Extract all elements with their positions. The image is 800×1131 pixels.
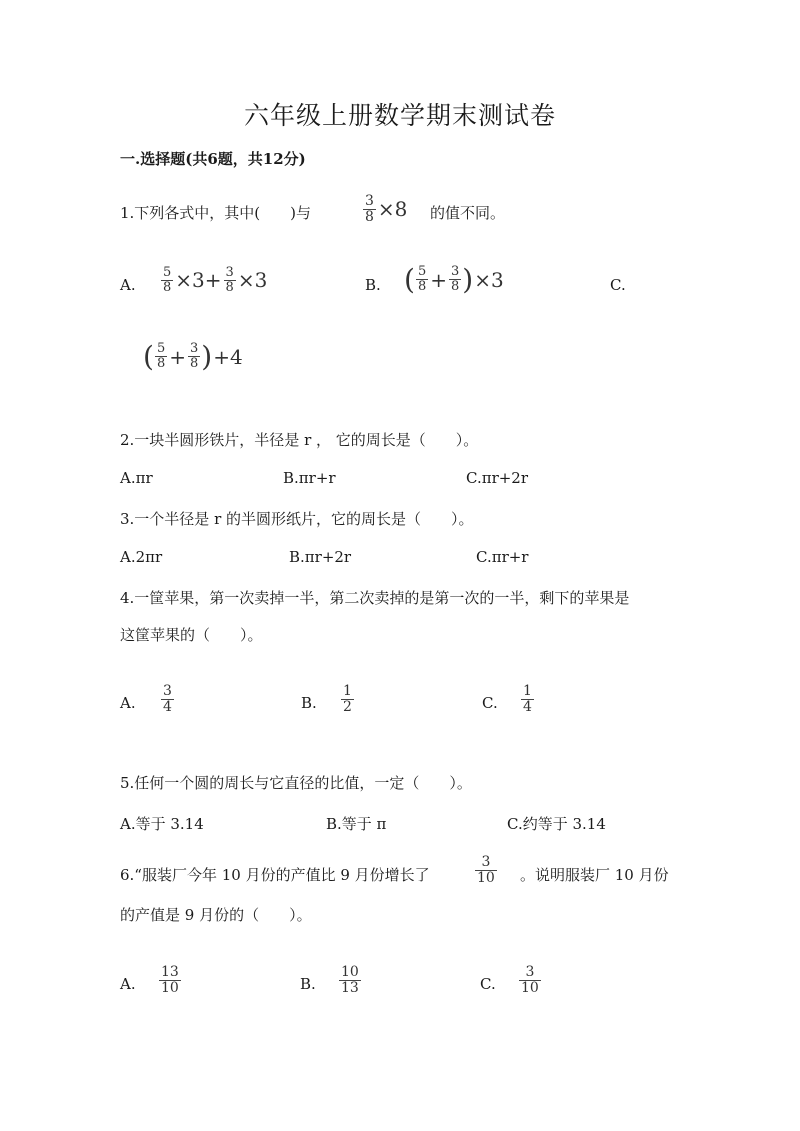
question-1-text-after: 的值不同。 xyxy=(430,204,506,222)
section-heading: 一.选择题(共6题，共12分) xyxy=(120,150,306,168)
q5-option-b: B.等于 π xyxy=(326,815,387,833)
q4-option-a-label: A. xyxy=(120,694,136,712)
q5-option-a: A.等于 3.14 xyxy=(120,815,204,833)
question-1-text: 1.下列各式中，其中( )与 xyxy=(120,204,312,222)
question-5-text: 5.任何一个圆的周长与它直径的比值，一定（ ）。 xyxy=(120,774,472,792)
question-1-expression: $\frac{3}{8}$ ×8 xyxy=(365,193,408,225)
question-4-line-2: 这筐苹果的（ ）。 xyxy=(120,626,263,644)
q1-option-a-label: A. xyxy=(120,276,136,294)
q3-option-a: A.2πr xyxy=(120,548,163,566)
question-6-fraction: $\frac{3}{10}$ xyxy=(477,854,495,886)
q1-option-a-expression: $\frac{5}{8}$ ×3+ $\frac{3}{8}$ ×3 xyxy=(163,265,268,295)
q4-option-b-fraction: $\frac{1}{2}$ xyxy=(343,683,352,715)
q6-option-a-label: A. xyxy=(120,975,136,993)
q3-option-c: C.πr+r xyxy=(476,548,529,566)
question-6-line-1-after: 。说明服装厂 10 月份 xyxy=(520,866,669,884)
q1-option-c-expression: ( $\frac{5}{8}$ + $\frac{3}{8}$ )+4 xyxy=(143,340,243,373)
question-2-text: 2.一块半圆形铁片，半径是 r ， 它的周长是（ ）。 xyxy=(120,431,479,449)
q2-option-a: A.πr xyxy=(120,469,153,487)
q6-option-b-label: B. xyxy=(300,975,316,993)
q1-option-b-label: B. xyxy=(365,276,381,294)
page-title: 六年级上册数学期末测试卷 xyxy=(243,101,556,130)
q4-option-c-fraction: $\frac{1}{4}$ xyxy=(523,683,532,715)
q6-option-c-fraction: $\frac{3}{10}$ xyxy=(521,964,539,996)
question-6-line-2: 的产值是 9 月份的（ ）。 xyxy=(120,906,312,924)
q1-option-b-expression: ( $\frac{5}{8}$ + $\frac{3}{8}$ )×3 xyxy=(404,263,504,296)
q6-option-c-label: C. xyxy=(480,975,496,993)
q6-option-b-fraction: $\frac{10}{13}$ xyxy=(341,964,359,996)
q3-option-b: B.πr+2r xyxy=(289,548,352,566)
question-6-line-1: 6.“服装厂今年 10 月份的产值比 9 月份增长了 xyxy=(120,866,430,884)
q6-option-a-fraction: $\frac{13}{10}$ xyxy=(161,964,179,996)
q4-option-c-label: C. xyxy=(482,694,498,712)
question-4-line-1: 4.一筐苹果，第一次卖掉一半，第二次卖掉的是第一次的一半，剩下的苹果是 xyxy=(120,589,630,607)
q4-option-b-label: B. xyxy=(301,694,317,712)
question-3-text: 3.一个半径是 r 的半圆形纸片，它的周长是（ ）。 xyxy=(120,510,474,528)
q2-option-b: B.πr+r xyxy=(283,469,336,487)
q4-option-a-fraction: $\frac{3}{4}$ xyxy=(163,683,172,715)
q2-option-c: C.πr+2r xyxy=(466,469,529,487)
q1-option-c-label: C. xyxy=(610,276,626,294)
q5-option-c: C.约等于 3.14 xyxy=(507,815,606,833)
